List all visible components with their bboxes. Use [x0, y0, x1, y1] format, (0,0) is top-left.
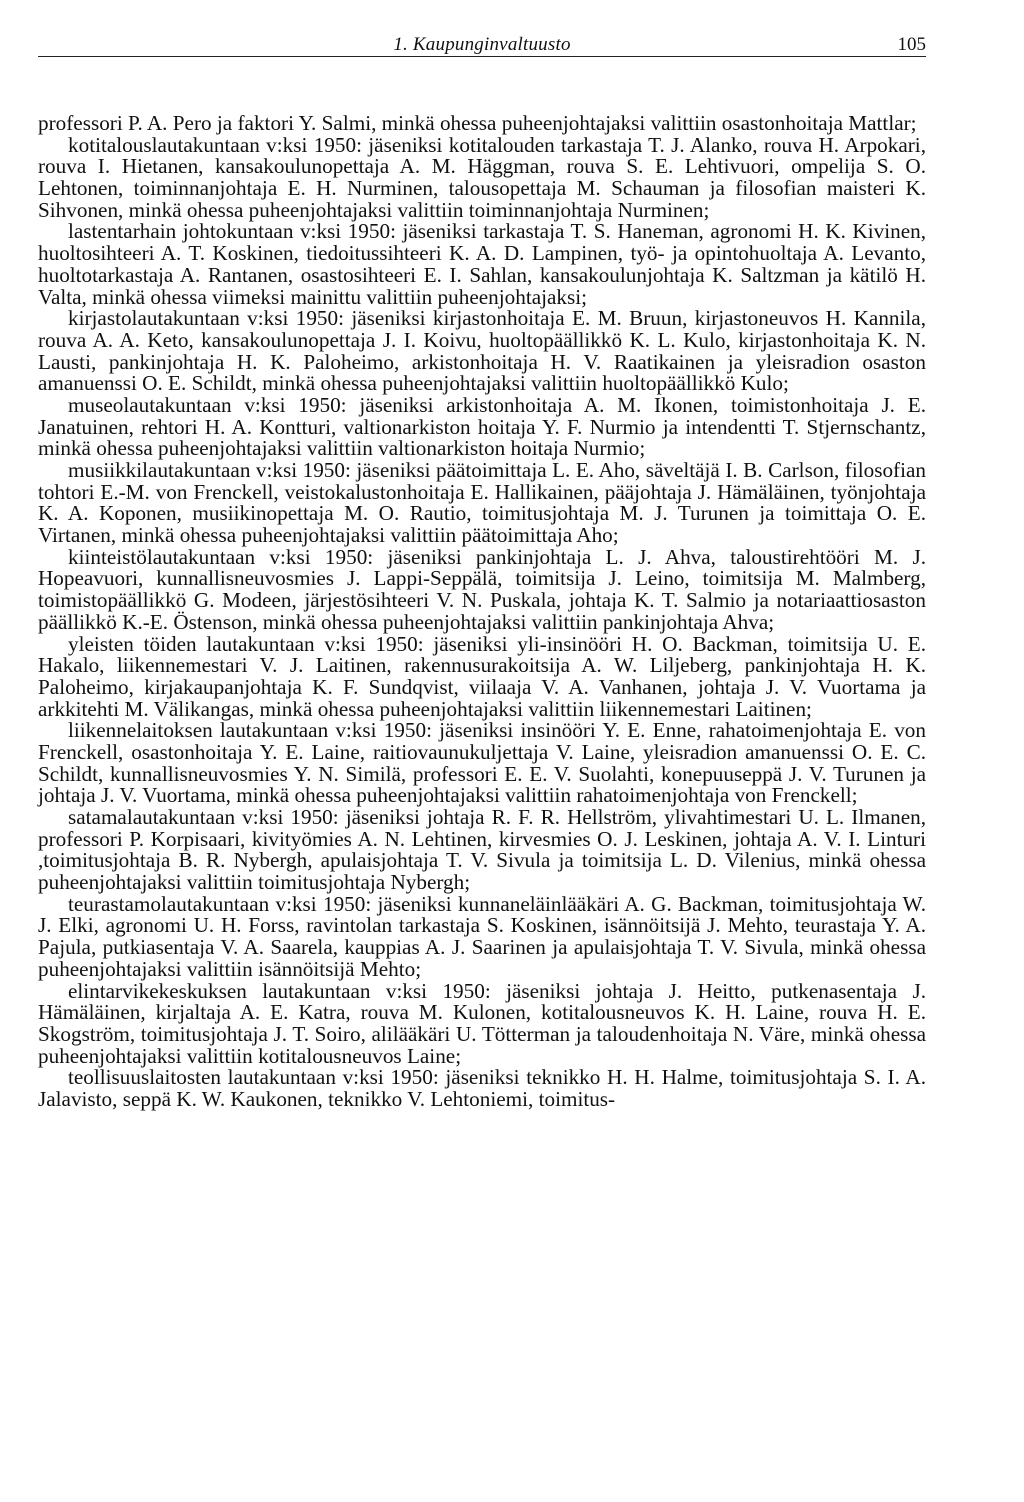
paragraph-museolautakunta: museolautakuntaan v:ksi 1950: jäseniksi arkistonhoitaja A. M. Ikonen, toimistonhoitaja J. E. Janatuinen, rehtori H. A. Kontturi, valtionarkiston hoitaja Y. F. Nurmio ja intendentti T. Stjernschantz, minkä ohessa puheenjohtajaksi valittiin valtionarkiston hoitaja Nurmio;	[38, 392, 926, 461]
page-number: 105	[897, 34, 926, 55]
paragraph-kotitalouslautakunta: kotitalouslautakuntaan v:ksi 1950: jäseniksi kotitalouden tarkastaja T. J. Alanko, rouva H. Arpokari, rouva I. Hietanen, kansakoulunopettaja A. M. Häggman, rouva S. E. Lehtivuori, ompelija S. O. Lehtonen, toiminnanjohtaja E. H. Nurminen, talousopettaja M. Schauman ja filosofian maisteri K. Sihvonen, minkä ohessa puheenjohtajaksi valittiin toiminnanjohtaja Nurminen;	[38, 132, 926, 222]
paragraph-satamalautakunta: satamalautakuntaan v:ksi 1950: jäseniksi johtaja R. F. R. Hellström, ylivahtimestari U. L. Ilmanen, professori P. Korpisaari, kivityömies A. N. Lehtinen, kirvesmies O. J. Leskinen, johtaja A. V. I. Linturi ,toimitusjohtaja B. R. Nybergh, apulaisjohtaja T. V. Sivula ja toimitsija L. D. Vilenius, minkä ohessa puheenjohtajaksi valittiin toimitusjohtaja Nybergh;	[38, 805, 926, 895]
running-head	[38, 30, 926, 57]
paragraph-kirjastolautakunta: kirjastolautakuntaan v:ksi 1950: jäseniksi kirjastonhoitaja E. M. Bruun, kirjastoneuvos H. Kannila, rouva A. A. Keto, kansakoulunopettaja J. I. Koivu, huoltopäällikkö K. L. Kulo, kirjastonhoitaja K. N. Lausti, pankinjohtaja H. K. Paloheimo, arkistonhoitaja H. V. Raatikainen ja yleisradion osaston amanuenssi O. E. Schildt, minkä ohessa puheenjohtajaksi valittiin huoltopäällikkö Kulo;	[38, 306, 926, 396]
paragraph-elintarvikekeskuksen-lautakunta: elintarvikekeskuksen lautakuntaan v:ksi 1950: jäseniksi johtaja J. Heitto, putkenasentaja J. Hämäläinen, kirjaltaja A. E. Katra, rouva M. Kulonen, kotitalousneuvos K. H. Laine, rouva H. E. Skogström, toimitusjohtaja J. T. Soiro, alilääkäri U. Tötterman ja taloudenhoitaja N. Väre, minkä ohessa puheenjohtajaksi valittiin kotitalousneuvos Laine;	[38, 978, 926, 1068]
page-title: 1. Kaupunginvaltuusto	[393, 34, 571, 55]
paragraph-liikennelaitoksen-lautakunta: liikennelaitoksen lautakuntaan v:ksi 1950: jäseniksi insinööri Y. E. Enne, rahatoimenjohtaja E. von Frenckell, osastonhoitaja Y. E. Laine, raitiovaunukuljettaja V. Laine, yleisradion amanuenssi O. E. C. Schildt, kunnallisneuvosmies Y. N. Similä, professori E. E. V. Suolahti, konepuuseppä J. V. Turunen ja johtaja J. V. Vuortama, minkä ohessa puheenjohtajaksi valittiin rahatoimenjohtaja von Frenckell;	[38, 718, 926, 808]
document-page	[38, 30, 926, 1111]
paragraph-yleisten-toiden-lautakunta: yleisten töiden lautakuntaan v:ksi 1950: jäseniksi yli-insinööri H. O. Backman, toimitsija U. E. Hakalo, liikennemestari V. J. Laitinen, rakennusurakoitsija A. W. Liljeberg, pankinjohtaja H. K. Paloheimo, kirjakaupanjohtaja K. F. Sundqvist, viilaaja V. A. Vanhanen, johtaja J. V. Vuortama ja arkkitehti M. Välikangas, minkä ohessa puheenjohtajaksi valittiin liikennemestari Laitinen;	[38, 631, 926, 721]
paragraph-musiikkilautakunta: musiikkilautakuntaan v:ksi 1950: jäseniksi päätoimittaja L. E. Aho, säveltäjä I. B. Carlson, filosofian tohtori E.-M. von Frenckell, veistokalustonhoitaja E. Hallikainen, pääjohtaja J. Hämäläinen, työnjohtaja K. A. Koponen, musiikinopettaja M. O. Rautio, toimitusjohtaja M. J. Turunen ja toimittaja O. E. Virtanen, minkä ohessa puheenjohtajaksi valittiin päätoimittaja Aho;	[38, 458, 926, 548]
paragraph-lastentarhain-johtokunta: lastentarhain johtokuntaan v:ksi 1950: jäseniksi tarkastaja T. S. Haneman, agronomi H. K. Kivinen, huoltosihteeri A. T. Koskinen, tiedoitussihteeri K. A. D. Lampinen, työ- ja opintohuoltaja A. Levanto, huoltotarkastaja A. Rantanen, osastosihteeri E. I. Sahlan, kansakoulunjohtaja K. Saltzman ja kätilö H. Valta, minkä ohessa viimeksi mainittu valittiin puheenjohtajaksi;	[38, 219, 926, 309]
paragraph-kiinteistolautakunta: kiinteistölautakuntaan v:ksi 1950: jäseniksi pankinjohtaja L. J. Ahva, taloustirehtööri M. J. Hopeavuori, kunnallisneuvosmies J. Lappi-Seppälä, toimitsija J. Leino, toimitsija M. Malmberg, toimistopäällikkö G. Modeen, järjestösihteeri V. N. Puskala, johtaja K. T. Salmio ja notariaattiosaston päällikkö K.-E. Östenson, minkä ohessa puheenjohtajaksi valittiin pankinjohtaja Ahva;	[38, 544, 926, 634]
paragraph-continuation: professori P. A. Pero ja faktori Y. Salmi, minkä ohessa puheenjohtajaksi valittiin osastonhoitaja Mattlar;	[38, 111, 917, 135]
body-text	[38, 113, 926, 1111]
paragraph-teurastamolautakunta: teurastamolautakuntaan v:ksi 1950: jäseniksi kunnaneläinlääkäri A. G. Backman, toimitusjohtaja W. J. Elki, agronomi U. H. Forss, ravintolan tarkastaja S. Koskinen, isännöitsijä J. Mehto, teurastaja Y. A. Pajula, putkiasentaja V. A. Saarela, kauppias A. J. Saarinen ja apulaisjohtaja T. V. Sivula, minkä ohessa puheenjohtajaksi valittiin isännöitsijä Mehto;	[38, 891, 926, 981]
paragraph-teollisuuslaitosten-lautakunta: teollisuuslaitosten lautakuntaan v:ksi 1950: jäseniksi teknikko H. H. Halme, toimitusjohtaja S. I. A. Jalavisto, seppä K. W. Kaukonen, teknikko V. Lehtoniemi, toimitus-	[38, 1065, 926, 1111]
